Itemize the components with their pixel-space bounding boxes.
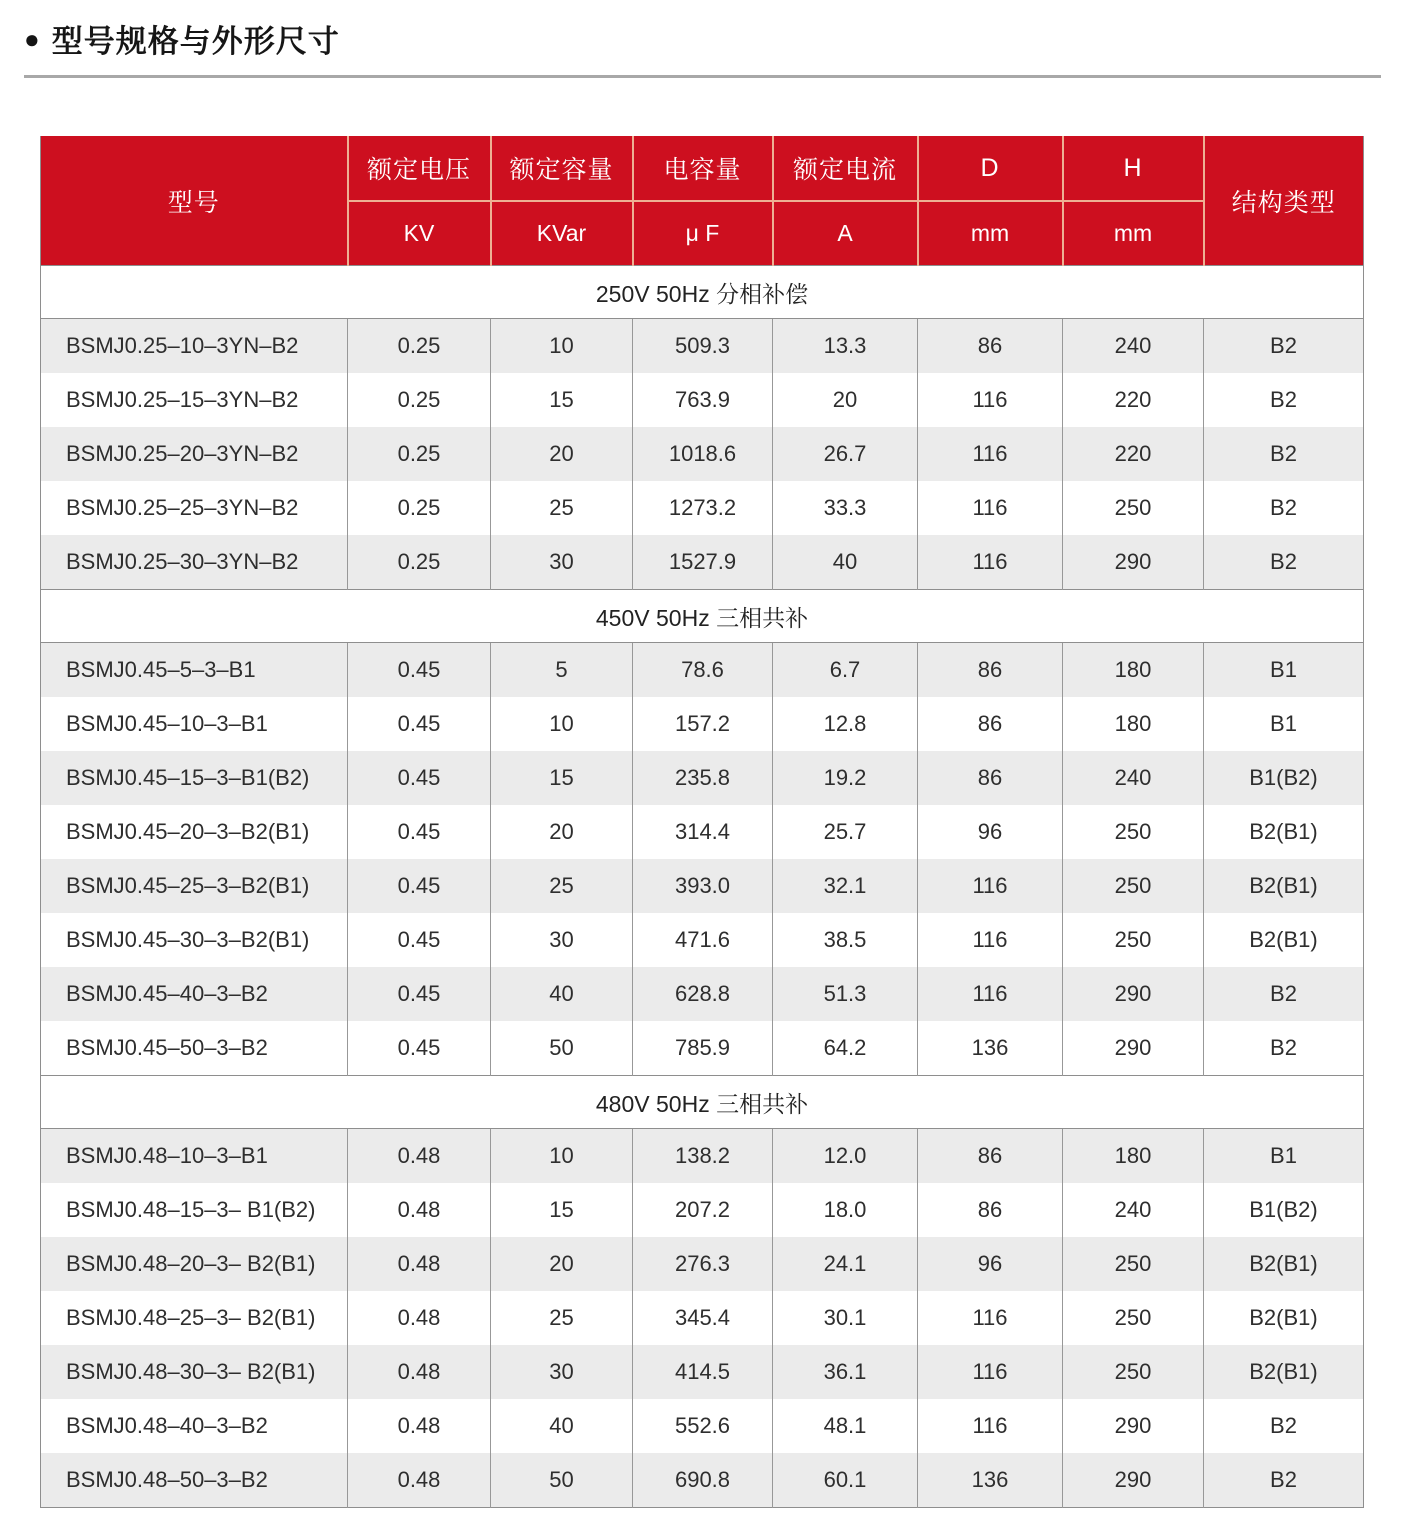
section-title: 480V 50Hz 三相共补 bbox=[41, 1076, 1364, 1129]
cell-capacitance: 552.6 bbox=[633, 1399, 773, 1453]
cell-rated-current: 33.3 bbox=[773, 481, 918, 535]
cell-rated-current: 36.1 bbox=[773, 1345, 918, 1399]
cell-rated-voltage: 0.48 bbox=[348, 1399, 491, 1453]
section-title: 450V 50Hz 三相共补 bbox=[41, 590, 1364, 643]
cell-model: BSMJ0.48–15–3– B1(B2) bbox=[41, 1183, 348, 1237]
cell-model: BSMJ0.25–15–3YN–B2 bbox=[41, 373, 348, 427]
cell-capacitance: 345.4 bbox=[633, 1291, 773, 1345]
cell-rated-current: 24.1 bbox=[773, 1237, 918, 1291]
table-row bbox=[41, 1453, 1364, 1508]
unit-kvar: KVar bbox=[491, 201, 633, 266]
cell-rated-current: 25.7 bbox=[773, 805, 918, 859]
cell-h: 250 bbox=[1063, 805, 1204, 859]
cell-structure-type: B2(B1) bbox=[1204, 805, 1364, 859]
cell-capacitance: 393.0 bbox=[633, 859, 773, 913]
cell-d: 116 bbox=[918, 535, 1063, 590]
unit-a: A bbox=[773, 201, 918, 266]
cell-rated-current: 30.1 bbox=[773, 1291, 918, 1345]
cell-d: 116 bbox=[918, 859, 1063, 913]
cell-structure-type: B2 bbox=[1204, 481, 1364, 535]
cell-h: 250 bbox=[1063, 481, 1204, 535]
cell-structure-type: B1(B2) bbox=[1204, 1183, 1364, 1237]
cell-rated-voltage: 0.45 bbox=[348, 697, 491, 751]
page-title: 型号规格与外形尺寸 bbox=[51, 24, 340, 59]
cell-rated-voltage: 0.48 bbox=[348, 1291, 491, 1345]
cell-rated-voltage: 0.48 bbox=[348, 1453, 491, 1508]
col-structure-type: 结构类型 bbox=[1204, 136, 1364, 266]
spec-table bbox=[40, 136, 1364, 1508]
cell-rated-current: 26.7 bbox=[773, 427, 918, 481]
cell-model: BSMJ0.48–50–3–B2 bbox=[41, 1453, 348, 1508]
cell-structure-type: B2 bbox=[1204, 1021, 1364, 1076]
cell-model: BSMJ0.25–30–3YN–B2 bbox=[41, 535, 348, 590]
table-row bbox=[41, 697, 1364, 751]
unit-uf: μ F bbox=[633, 201, 773, 266]
cell-rated-current: 12.8 bbox=[773, 697, 918, 751]
cell-d: 86 bbox=[918, 643, 1063, 698]
cell-capacitance: 157.2 bbox=[633, 697, 773, 751]
cell-model: BSMJ0.25–10–3YN–B2 bbox=[41, 319, 348, 374]
cell-rated-voltage: 0.25 bbox=[348, 319, 491, 374]
cell-structure-type: B2(B1) bbox=[1204, 913, 1364, 967]
cell-d: 116 bbox=[918, 1399, 1063, 1453]
cell-structure-type: B2(B1) bbox=[1204, 1345, 1364, 1399]
cell-rated-capacity: 50 bbox=[491, 1021, 633, 1076]
cell-rated-voltage: 0.25 bbox=[348, 427, 491, 481]
cell-h: 240 bbox=[1063, 1183, 1204, 1237]
cell-model: BSMJ0.45–40–3–B2 bbox=[41, 967, 348, 1021]
cell-model: BSMJ0.45–50–3–B2 bbox=[41, 1021, 348, 1076]
cell-h: 180 bbox=[1063, 697, 1204, 751]
section-header-row bbox=[41, 590, 1364, 643]
cell-rated-capacity: 15 bbox=[491, 751, 633, 805]
cell-h: 240 bbox=[1063, 751, 1204, 805]
table-row bbox=[41, 535, 1364, 590]
cell-d: 116 bbox=[918, 373, 1063, 427]
unit-kv: KV bbox=[348, 201, 491, 266]
table-row bbox=[41, 1021, 1364, 1076]
cell-rated-voltage: 0.25 bbox=[348, 373, 491, 427]
table-row bbox=[41, 1183, 1364, 1237]
cell-h: 220 bbox=[1063, 373, 1204, 427]
cell-h: 250 bbox=[1063, 1237, 1204, 1291]
cell-rated-capacity: 25 bbox=[491, 1291, 633, 1345]
cell-model: BSMJ0.48–40–3–B2 bbox=[41, 1399, 348, 1453]
cell-rated-capacity: 25 bbox=[491, 859, 633, 913]
col-rated-voltage: 额定电压 bbox=[348, 136, 491, 201]
cell-rated-current: 20 bbox=[773, 373, 918, 427]
cell-rated-current: 12.0 bbox=[773, 1129, 918, 1184]
cell-h: 220 bbox=[1063, 427, 1204, 481]
cell-model: BSMJ0.45–15–3–B1(B2) bbox=[41, 751, 348, 805]
cell-model: BSMJ0.25–20–3YN–B2 bbox=[41, 427, 348, 481]
cell-d: 116 bbox=[918, 1291, 1063, 1345]
cell-structure-type: B2 bbox=[1204, 1399, 1364, 1453]
cell-model: BSMJ0.45–30–3–B2(B1) bbox=[41, 913, 348, 967]
table-row bbox=[41, 751, 1364, 805]
cell-model: BSMJ0.48–30–3– B2(B1) bbox=[41, 1345, 348, 1399]
cell-rated-voltage: 0.48 bbox=[348, 1129, 491, 1184]
cell-rated-capacity: 40 bbox=[491, 1399, 633, 1453]
cell-rated-capacity: 20 bbox=[491, 427, 633, 481]
cell-rated-current: 18.0 bbox=[773, 1183, 918, 1237]
cell-model: BSMJ0.45–5–3–B1 bbox=[41, 643, 348, 698]
cell-h: 180 bbox=[1063, 1129, 1204, 1184]
cell-model: BSMJ0.45–20–3–B2(B1) bbox=[41, 805, 348, 859]
unit-d-mm: mm bbox=[918, 201, 1063, 266]
cell-rated-capacity: 15 bbox=[491, 373, 633, 427]
table-row bbox=[41, 913, 1364, 967]
cell-rated-voltage: 0.25 bbox=[348, 481, 491, 535]
cell-structure-type: B2 bbox=[1204, 1453, 1364, 1508]
col-capacitance: 电容量 bbox=[633, 136, 773, 201]
cell-d: 96 bbox=[918, 1237, 1063, 1291]
cell-rated-capacity: 30 bbox=[491, 535, 633, 590]
cell-rated-current: 13.3 bbox=[773, 319, 918, 374]
cell-capacitance: 138.2 bbox=[633, 1129, 773, 1184]
cell-d: 86 bbox=[918, 1183, 1063, 1237]
cell-rated-capacity: 20 bbox=[491, 805, 633, 859]
title-divider bbox=[24, 75, 1381, 78]
cell-h: 290 bbox=[1063, 1021, 1204, 1076]
cell-model: BSMJ0.48–20–3– B2(B1) bbox=[41, 1237, 348, 1291]
spec-table-container bbox=[40, 136, 1365, 1508]
cell-rated-voltage: 0.45 bbox=[348, 859, 491, 913]
cell-h: 250 bbox=[1063, 913, 1204, 967]
col-model: 型号 bbox=[41, 136, 348, 266]
cell-structure-type: B2 bbox=[1204, 319, 1364, 374]
cell-rated-capacity: 10 bbox=[491, 1129, 633, 1184]
cell-rated-capacity: 50 bbox=[491, 1453, 633, 1508]
cell-rated-voltage: 0.48 bbox=[348, 1183, 491, 1237]
page-title-row bbox=[24, 16, 1385, 61]
cell-rated-voltage: 0.45 bbox=[348, 805, 491, 859]
table-row bbox=[41, 805, 1364, 859]
cell-d: 86 bbox=[918, 1129, 1063, 1184]
cell-h: 250 bbox=[1063, 1291, 1204, 1345]
cell-d: 86 bbox=[918, 319, 1063, 374]
cell-h: 290 bbox=[1063, 535, 1204, 590]
cell-h: 290 bbox=[1063, 1453, 1204, 1508]
cell-rated-capacity: 10 bbox=[491, 697, 633, 751]
cell-d: 136 bbox=[918, 1021, 1063, 1076]
table-row bbox=[41, 1399, 1364, 1453]
cell-capacitance: 276.3 bbox=[633, 1237, 773, 1291]
section-header-row bbox=[41, 1076, 1364, 1129]
cell-capacitance: 628.8 bbox=[633, 967, 773, 1021]
cell-d: 116 bbox=[918, 1345, 1063, 1399]
cell-model: BSMJ0.45–10–3–B1 bbox=[41, 697, 348, 751]
cell-rated-capacity: 25 bbox=[491, 481, 633, 535]
table-row bbox=[41, 643, 1364, 698]
cell-rated-current: 51.3 bbox=[773, 967, 918, 1021]
section-header-row bbox=[41, 266, 1364, 319]
cell-h: 250 bbox=[1063, 859, 1204, 913]
cell-h: 290 bbox=[1063, 1399, 1204, 1453]
cell-structure-type: B2 bbox=[1204, 535, 1364, 590]
cell-structure-type: B2(B1) bbox=[1204, 1237, 1364, 1291]
cell-capacitance: 1018.6 bbox=[633, 427, 773, 481]
cell-capacitance: 314.4 bbox=[633, 805, 773, 859]
cell-rated-voltage: 0.45 bbox=[348, 967, 491, 1021]
cell-h: 250 bbox=[1063, 1345, 1204, 1399]
cell-rated-capacity: 10 bbox=[491, 319, 633, 374]
section-title: 250V 50Hz 分相补偿 bbox=[41, 266, 1364, 319]
cell-rated-current: 38.5 bbox=[773, 913, 918, 967]
cell-structure-type: B1 bbox=[1204, 1129, 1364, 1184]
cell-h: 290 bbox=[1063, 967, 1204, 1021]
cell-capacitance: 763.9 bbox=[633, 373, 773, 427]
cell-capacitance: 690.8 bbox=[633, 1453, 773, 1508]
cell-structure-type: B1(B2) bbox=[1204, 751, 1364, 805]
cell-rated-capacity: 30 bbox=[491, 913, 633, 967]
cell-h: 240 bbox=[1063, 319, 1204, 374]
cell-model: BSMJ0.25–25–3YN–B2 bbox=[41, 481, 348, 535]
cell-capacitance: 414.5 bbox=[633, 1345, 773, 1399]
cell-rated-current: 60.1 bbox=[773, 1453, 918, 1508]
table-row bbox=[41, 859, 1364, 913]
cell-rated-capacity: 30 bbox=[491, 1345, 633, 1399]
cell-rated-current: 6.7 bbox=[773, 643, 918, 698]
cell-rated-capacity: 5 bbox=[491, 643, 633, 698]
unit-h-mm: mm bbox=[1063, 201, 1204, 266]
cell-d: 136 bbox=[918, 1453, 1063, 1508]
cell-rated-capacity: 40 bbox=[491, 967, 633, 1021]
cell-model: BSMJ0.48–25–3– B2(B1) bbox=[41, 1291, 348, 1345]
cell-capacitance: 235.8 bbox=[633, 751, 773, 805]
cell-capacitance: 78.6 bbox=[633, 643, 773, 698]
cell-d: 86 bbox=[918, 697, 1063, 751]
cell-d: 86 bbox=[918, 751, 1063, 805]
cell-structure-type: B2 bbox=[1204, 373, 1364, 427]
cell-rated-current: 48.1 bbox=[773, 1399, 918, 1453]
cell-d: 116 bbox=[918, 427, 1063, 481]
cell-structure-type: B1 bbox=[1204, 697, 1364, 751]
table-row bbox=[41, 1291, 1364, 1345]
cell-rated-voltage: 0.45 bbox=[348, 751, 491, 805]
cell-structure-type: B2(B1) bbox=[1204, 859, 1364, 913]
cell-structure-type: B2 bbox=[1204, 967, 1364, 1021]
cell-structure-type: B1 bbox=[1204, 643, 1364, 698]
cell-d: 116 bbox=[918, 967, 1063, 1021]
cell-rated-voltage: 0.45 bbox=[348, 643, 491, 698]
cell-rated-capacity: 20 bbox=[491, 1237, 633, 1291]
cell-capacitance: 509.3 bbox=[633, 319, 773, 374]
cell-rated-current: 64.2 bbox=[773, 1021, 918, 1076]
col-rated-capacity: 额定容量 bbox=[491, 136, 633, 201]
table-header bbox=[41, 136, 1364, 266]
col-height: H bbox=[1063, 136, 1204, 201]
table-row bbox=[41, 1345, 1364, 1399]
cell-rated-voltage: 0.25 bbox=[348, 535, 491, 590]
table-row bbox=[41, 1237, 1364, 1291]
bullet-icon: ● bbox=[24, 23, 40, 54]
table-body bbox=[41, 266, 1364, 1508]
cell-d: 116 bbox=[918, 913, 1063, 967]
cell-structure-type: B2(B1) bbox=[1204, 1291, 1364, 1345]
cell-rated-voltage: 0.48 bbox=[348, 1345, 491, 1399]
table-row bbox=[41, 481, 1364, 535]
cell-capacitance: 207.2 bbox=[633, 1183, 773, 1237]
col-rated-current: 额定电流 bbox=[773, 136, 918, 201]
cell-rated-current: 32.1 bbox=[773, 859, 918, 913]
cell-rated-current: 19.2 bbox=[773, 751, 918, 805]
cell-capacitance: 785.9 bbox=[633, 1021, 773, 1076]
table-row bbox=[41, 1129, 1364, 1184]
cell-rated-voltage: 0.45 bbox=[348, 1021, 491, 1076]
cell-h: 180 bbox=[1063, 643, 1204, 698]
cell-d: 96 bbox=[918, 805, 1063, 859]
cell-model: BSMJ0.45–25–3–B2(B1) bbox=[41, 859, 348, 913]
cell-capacitance: 1527.9 bbox=[633, 535, 773, 590]
table-row bbox=[41, 427, 1364, 481]
cell-rated-current: 40 bbox=[773, 535, 918, 590]
table-row bbox=[41, 967, 1364, 1021]
col-diameter: D bbox=[918, 136, 1063, 201]
cell-capacitance: 471.6 bbox=[633, 913, 773, 967]
table-row bbox=[41, 319, 1364, 374]
cell-d: 116 bbox=[918, 481, 1063, 535]
cell-rated-capacity: 15 bbox=[491, 1183, 633, 1237]
cell-capacitance: 1273.2 bbox=[633, 481, 773, 535]
cell-rated-voltage: 0.45 bbox=[348, 913, 491, 967]
cell-rated-voltage: 0.48 bbox=[348, 1237, 491, 1291]
table-row bbox=[41, 373, 1364, 427]
cell-model: BSMJ0.48–10–3–B1 bbox=[41, 1129, 348, 1184]
header-row-labels bbox=[41, 136, 1364, 201]
cell-structure-type: B2 bbox=[1204, 427, 1364, 481]
